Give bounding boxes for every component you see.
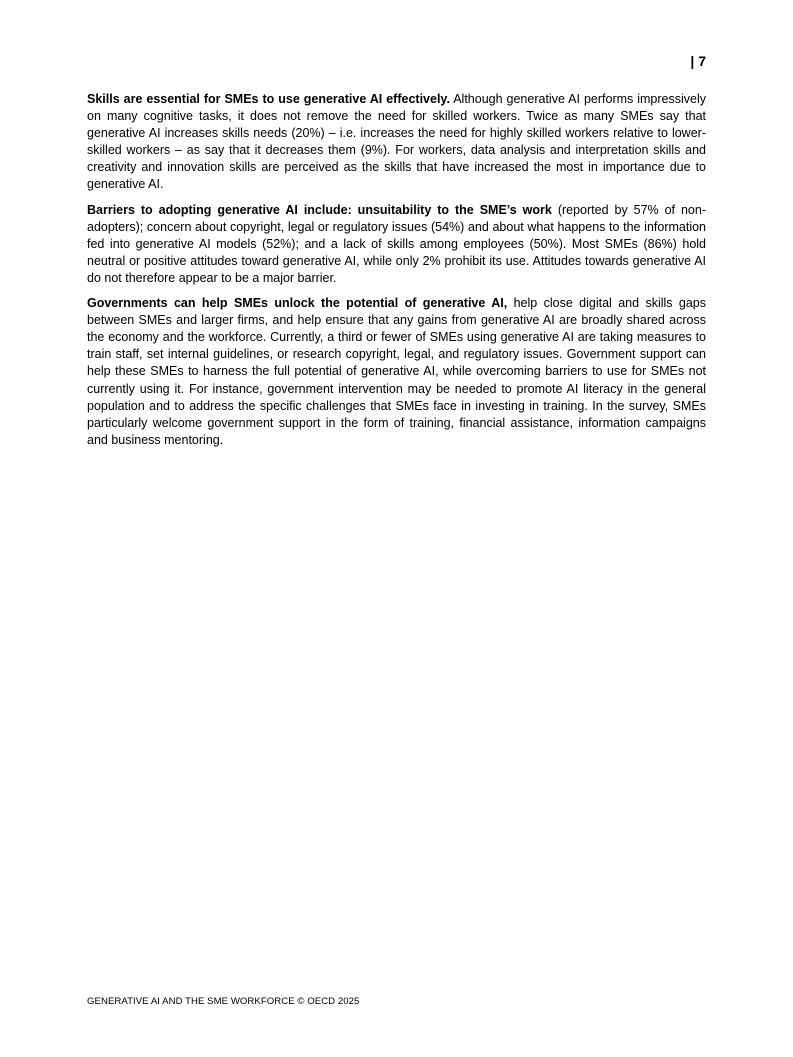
paragraph-governments [87, 295, 706, 449]
paragraph-barriers [87, 202, 706, 287]
page-footer: GENERATIVE AI AND THE SME WORKFORCE © OECD 2025 [87, 996, 360, 1007]
paragraph-lead: Governments can help SMEs unlock the potential of generative AI, [87, 296, 508, 311]
paragraph-skills [87, 91, 706, 194]
paragraph-body: Although generative AI performs impressively on many cognitive tasks, it does not remove the need for skilled workers. Twice as many SMEs say that generative AI increases skills needs (20%) – i.e. increases the need for highly skilled workers relative to lower-skilled workers – as say that it decreases them (9%). For workers, data analysis and interpretation skills and creativity and innovation skills are perceived as the skills that have increased the most in importance due to generative AI. [87, 92, 706, 192]
paragraph-body: (reported by 57% of non-adopters); concern about copyright, legal or regulatory issues (54%) and about what happens to the information fed into generative AI models (52%); and a lack of skills among employees (50%). Most SMEs (86%) hold neutral or positive attitudes toward generative AI, while only 2% prohibit its use. Attitudes towards generative AI do not therefore appear to be a major barrier. [87, 202, 706, 285]
paragraph-body: help close digital and skills gaps between SMEs and larger firms, and help ensure that any gains from generative AI are broadly shared across the economy and the workforce. Currently, a third or fewer of SMEs using generative AI are taking measures to train staff, set internal guidelines, or research copyright, legal, and regulatory issues. Government support can help these SMEs to harness the full potential of generative AI, while overcoming barriers to use for SMEs not currently using it. For instance, government intervention may be needed to promote AI literacy in the general population and to address the specific challenges that SMEs face in investing in training. In the survey, SMEs particularly welcome government support in the form of training, financial assistance, information campaigns and business mentoring. [87, 296, 707, 447]
paragraph-lead: Skills are essential for SMEs to use generative AI effectively. [87, 92, 450, 106]
body-text [87, 91, 706, 457]
paragraph-lead: Barriers to adopting generative AI include: unsuitability to the SME’s work [87, 202, 552, 217]
page-number: | 7 [690, 53, 706, 69]
